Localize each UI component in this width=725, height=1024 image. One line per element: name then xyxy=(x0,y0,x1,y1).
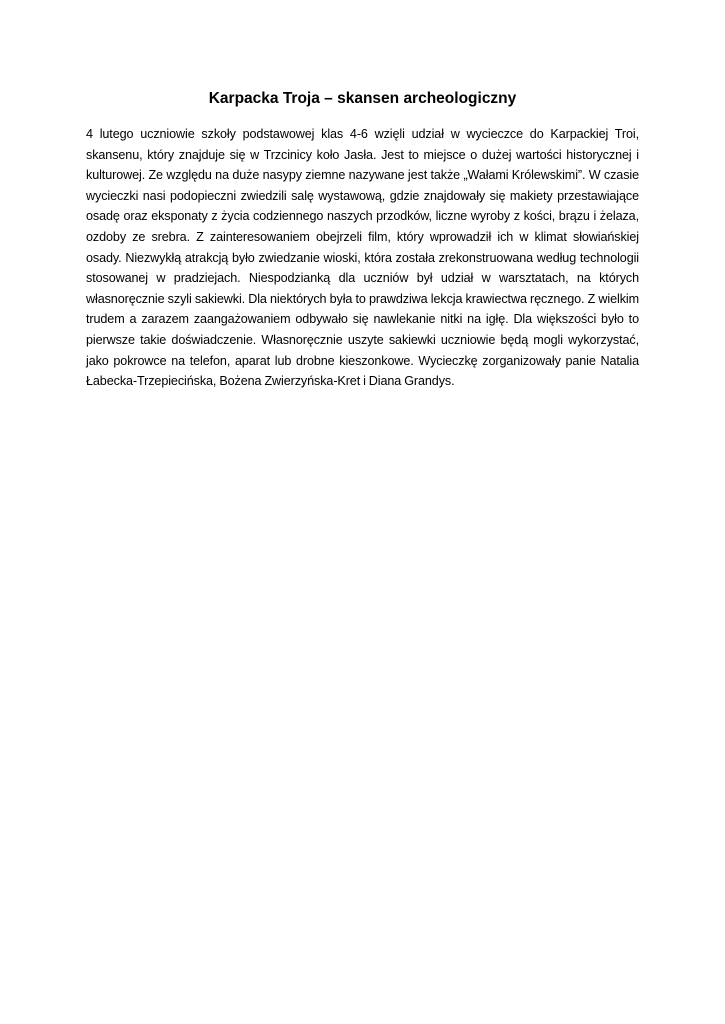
document-title: Karpacka Troja – skansen archeologiczny xyxy=(208,90,517,107)
article-paragraph: 4 lutego uczniowie szkoły podstawowej klas 4-6 wzięli udział w wycieczce do Karpackiej Troi, skansenu, który znajduje się w Trzcinicy koło Jasła. Jest to miejsce o dużej wartości historycznej i kulturowej. Ze względu na duże nasypy ziemne nazywane jest także „Wałami Królewskimi”. W czasie wycieczki nasi podopieczni zwiedzili salę wystawową, gdzie znajdowały się makiety przestawiające osadę oraz eksponaty z życia codziennego naszych przodków, liczne wyroby z kości, brązu i żelaza, ozdoby ze srebra. Z zainteresowaniem obejrzeli film, który wprowadził ich w klimat słowiańskiej osady. Niezwykłą atrakcją było zwiedzanie wioski, która została zrekonstruowana według technologii stosowanej w pradziejach. Niespodzianką dla uczniów był udział w warsztatach, na których własnoręcznie szyli sakiewki. Dla niektórych była to prawdziwa lekcja krawiectwa ręcznego. Z wielkim trudem a zarazem zaangażowaniem odbywało się nawlekanie nitki na igłę. Dla większości było to pierwsze takie doświadczenie. Własnoręcznie uszyte sakiewki uczniowie będą mogli wykorzystać, jako pokrowce na telefon, aparat lub drobne kieszonkowe. Wycieczkę zorganizowały panie Natalia Łabecka-Trzepiecińska, Bożena Zwierzyńska-Kret i Diana Grandys. xyxy=(86,127,639,389)
